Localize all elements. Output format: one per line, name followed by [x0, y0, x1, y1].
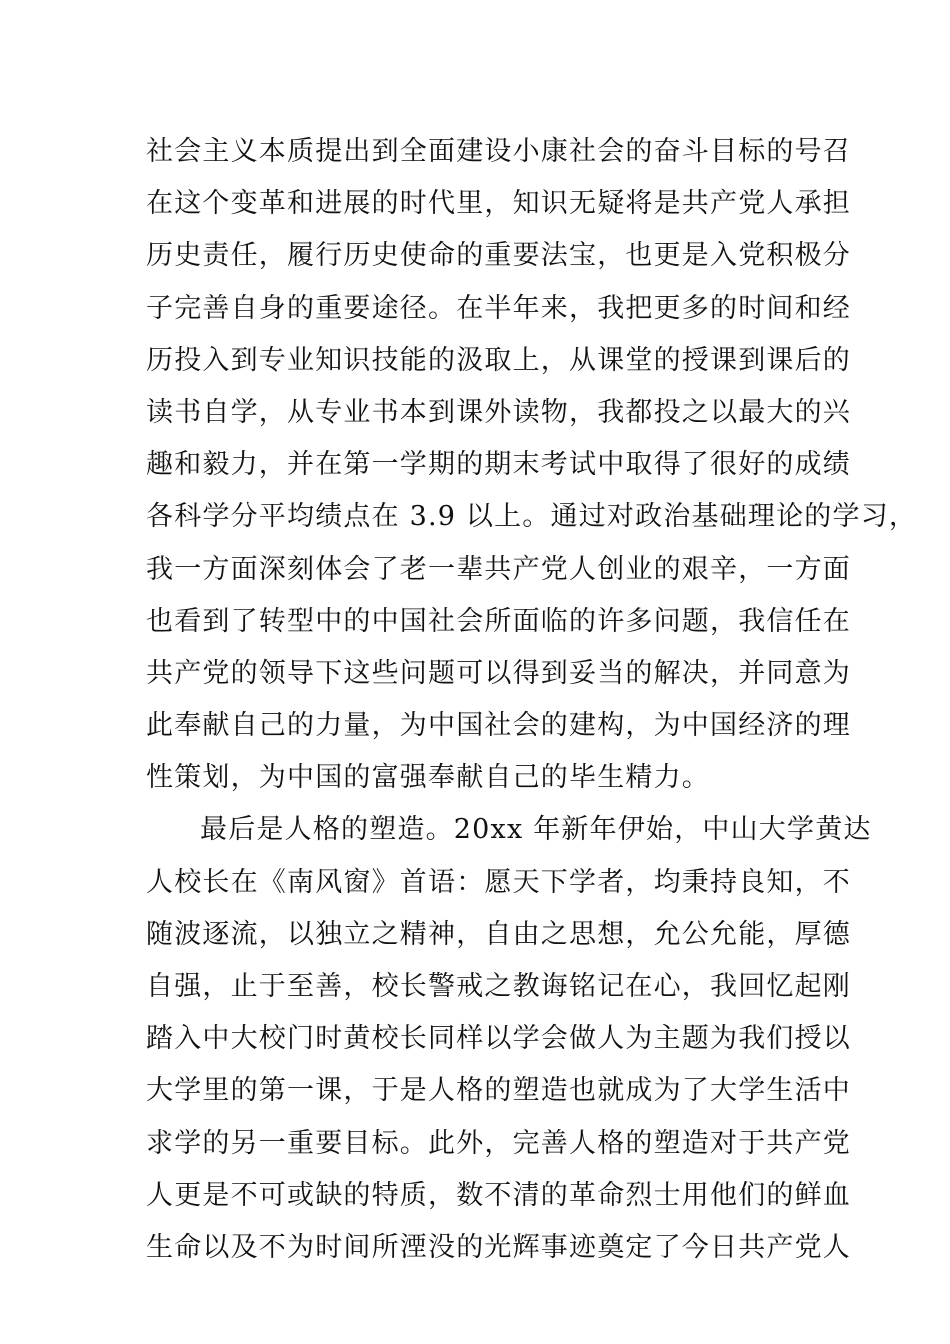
text-line: 人校长在《南风窗》首语：愿天下学者，均秉持良知，不 — [146, 866, 851, 898]
text-line: 生命以及不为时间所湮没的光辉事迹奠定了今日共产党人 — [146, 1231, 851, 1263]
text-line: 读书自学，从专业书本到课外读物，我都投之以最大的兴 — [146, 396, 851, 428]
text-line: 人更是不可或缺的特质，数不清的革命烈士用他们的鲜血 — [146, 1179, 851, 1211]
text-line: 大学里的第一课，于是人格的塑造也就成为了大学生活中 — [146, 1075, 851, 1107]
document-body — [146, 126, 918, 1274]
text-line: 踏入中大校门时黄校长同样以学会做人为主题为我们授以 — [146, 1023, 851, 1055]
text-line: 历投入到专业知识技能的汲取上，从课堂的授课到课后的 — [146, 344, 851, 376]
text-line: 在这个变革和进展的时代里，知识无疑将是共产党人承担 — [146, 188, 851, 220]
text-line: 性策划，为中国的富强奉献自己的毕生精力。 — [146, 762, 710, 794]
text-line: 子完善自身的重要途径。在半年来，我把更多的时间和经 — [146, 292, 851, 324]
text-line: 自强，止于至善，校长警戒之教诲铭记在心，我回忆起刚 — [146, 971, 851, 1002]
text-line: 也看到了转型中的中国社会所面临的许多问题，我信任在 — [146, 605, 851, 637]
text-line: 随波逐流，以独立之精神，自由之思想，允公允能，厚德 — [146, 918, 851, 950]
text-line: 各科学分平均绩点在 3.9 以上。通过对政治基础理论的学习， — [146, 501, 918, 533]
text-line: 历史责任，履行历史使命的重要法宝，也更是入党积极分 — [146, 240, 851, 272]
text-line: 趣和毅力，并在第一学期的期末考试中取得了很好的成绩 — [146, 449, 851, 481]
text-line: 共产党的领导下这些问题可以得到妥当的解决，并同意为 — [146, 657, 851, 689]
text-line: 社会主义本质提出到全面建设小康社会的奋斗目标的号召 — [146, 136, 851, 167]
text-line: 我一方面深刻体会了老一辈共产党人创业的艰辛，一方面 — [146, 553, 851, 585]
text-line: 求学的另一重要目标。此外，完善人格的塑造对于共产党 — [146, 1127, 851, 1159]
text-line: 此奉献自己的力量，为中国社会的建构，为中国经济的理 — [146, 710, 851, 742]
paragraph-start-line: 最后是人格的塑造。20xx 年新年伊始，中山大学黄达 — [200, 814, 872, 846]
